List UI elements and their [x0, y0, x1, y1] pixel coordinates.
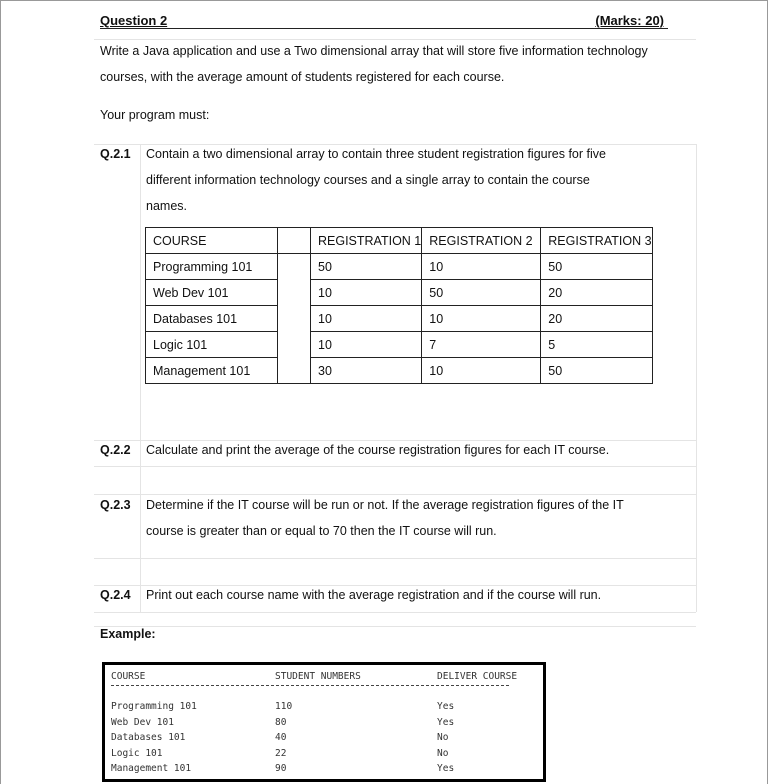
header-cell: COURSE [146, 228, 278, 254]
console-separator [111, 685, 509, 686]
value-cell: 50 [422, 280, 541, 306]
gap-cell [278, 254, 311, 384]
q23-line: course is greater than or equal to 70 then the IT course will run. [146, 524, 497, 538]
q21-line: Contain a two dimensional array to contain three student registration figures for five [146, 147, 606, 161]
value-cell: 50 [541, 254, 653, 280]
console-header-cell: COURSE [111, 671, 146, 682]
value-cell: 10 [422, 358, 541, 384]
q23-text [146, 492, 666, 544]
console-cell: Logic 101 [111, 747, 163, 759]
value-cell: 5 [541, 332, 653, 358]
console-row [111, 748, 537, 764]
example-label: Example: [100, 627, 156, 641]
console-cell: 40 [275, 732, 287, 744]
console-header [111, 671, 537, 685]
grid-line [94, 558, 696, 559]
header-cell: REGISTRATION 2 [422, 228, 541, 254]
grid-vline [696, 144, 697, 612]
q21-number: Q.2.1 [100, 147, 131, 161]
value-cell: 7 [422, 332, 541, 358]
grid-line [94, 466, 696, 467]
console-rows [111, 701, 537, 779]
question-header [100, 12, 668, 29]
intro-line: Write a Java application and use a Two dimensional array that will store five information technology [100, 44, 648, 58]
page-border-left [0, 0, 1, 784]
value-cell: 10 [311, 280, 422, 306]
grid-line [94, 612, 696, 613]
table-row [146, 358, 653, 384]
console-cell: Databases 101 [111, 732, 186, 744]
header-cell: REGISTRATION 1 [311, 228, 422, 254]
console-cell: Web Dev 101 [111, 716, 174, 728]
console-cell: 110 [275, 701, 293, 712]
console-cell: Management 101 [111, 763, 192, 775]
intro-paragraph [100, 38, 690, 90]
console-header-cell: STUDENT NUMBERS [275, 671, 361, 682]
console-row [111, 701, 537, 717]
question-title: Question 2 [100, 13, 168, 28]
console-cell: 80 [275, 716, 287, 728]
q24-number: Q.2.4 [100, 588, 131, 602]
console-header-cell: DELIVER COURSE [437, 671, 518, 682]
value-cell: 50 [541, 358, 653, 384]
value-cell: 20 [541, 306, 653, 332]
q23-line: Determine if the IT course will be run or not. If the average registration figures of the IT [146, 498, 624, 512]
question-marks: (Marks: 20) [595, 13, 664, 28]
console-row [111, 717, 537, 733]
q23-number: Q.2.3 [100, 498, 131, 512]
table-row [146, 306, 653, 332]
course-cell: Databases 101 [146, 306, 278, 332]
console-cell: No [437, 747, 449, 759]
table-row [146, 332, 653, 358]
console-row [111, 732, 537, 748]
grid-vline [140, 144, 141, 612]
value-cell: 50 [311, 254, 422, 280]
q21-line: names. [146, 199, 187, 213]
course-cell: Programming 101 [146, 254, 278, 280]
q22-number: Q.2.2 [100, 443, 131, 457]
console-cell: 90 [275, 763, 287, 775]
table-header-row [146, 228, 653, 254]
console-row [111, 763, 537, 779]
q21-text [146, 141, 666, 219]
value-cell: 10 [422, 254, 541, 280]
value-cell: 10 [311, 306, 422, 332]
page-border-top [0, 0, 768, 1]
console-cell: 22 [275, 747, 287, 759]
value-cell: 10 [311, 332, 422, 358]
requirements-heading: Your program must: [100, 108, 210, 122]
registration-table [145, 227, 653, 384]
course-cell: Management 101 [146, 358, 278, 384]
console-cell: No [437, 732, 449, 744]
console-cell: Programming 101 [111, 701, 197, 712]
q22-text: Calculate and print the average of the course registration figures for each IT course. [146, 443, 610, 457]
value-cell: 30 [311, 358, 422, 384]
intro-line: courses, with the average amount of students registered for each course. [100, 70, 505, 84]
value-cell: 10 [422, 306, 541, 332]
q24-text: Print out each course name with the average registration and if the course will run. [146, 588, 602, 602]
course-cell: Web Dev 101 [146, 280, 278, 306]
course-cell: Logic 101 [146, 332, 278, 358]
grid-line [94, 626, 696, 627]
header-cell: REGISTRATION 3 [541, 228, 653, 254]
console-cell: Yes [437, 716, 455, 728]
example-output-console [102, 662, 546, 782]
table-row [146, 280, 653, 306]
q21-line: different information technology courses and a single array to contain the course [146, 173, 590, 187]
gap-cell [278, 228, 311, 254]
value-cell: 20 [541, 280, 653, 306]
console-cell: Yes [437, 763, 455, 775]
console-cell: Yes [437, 701, 455, 712]
table-row [146, 254, 653, 280]
